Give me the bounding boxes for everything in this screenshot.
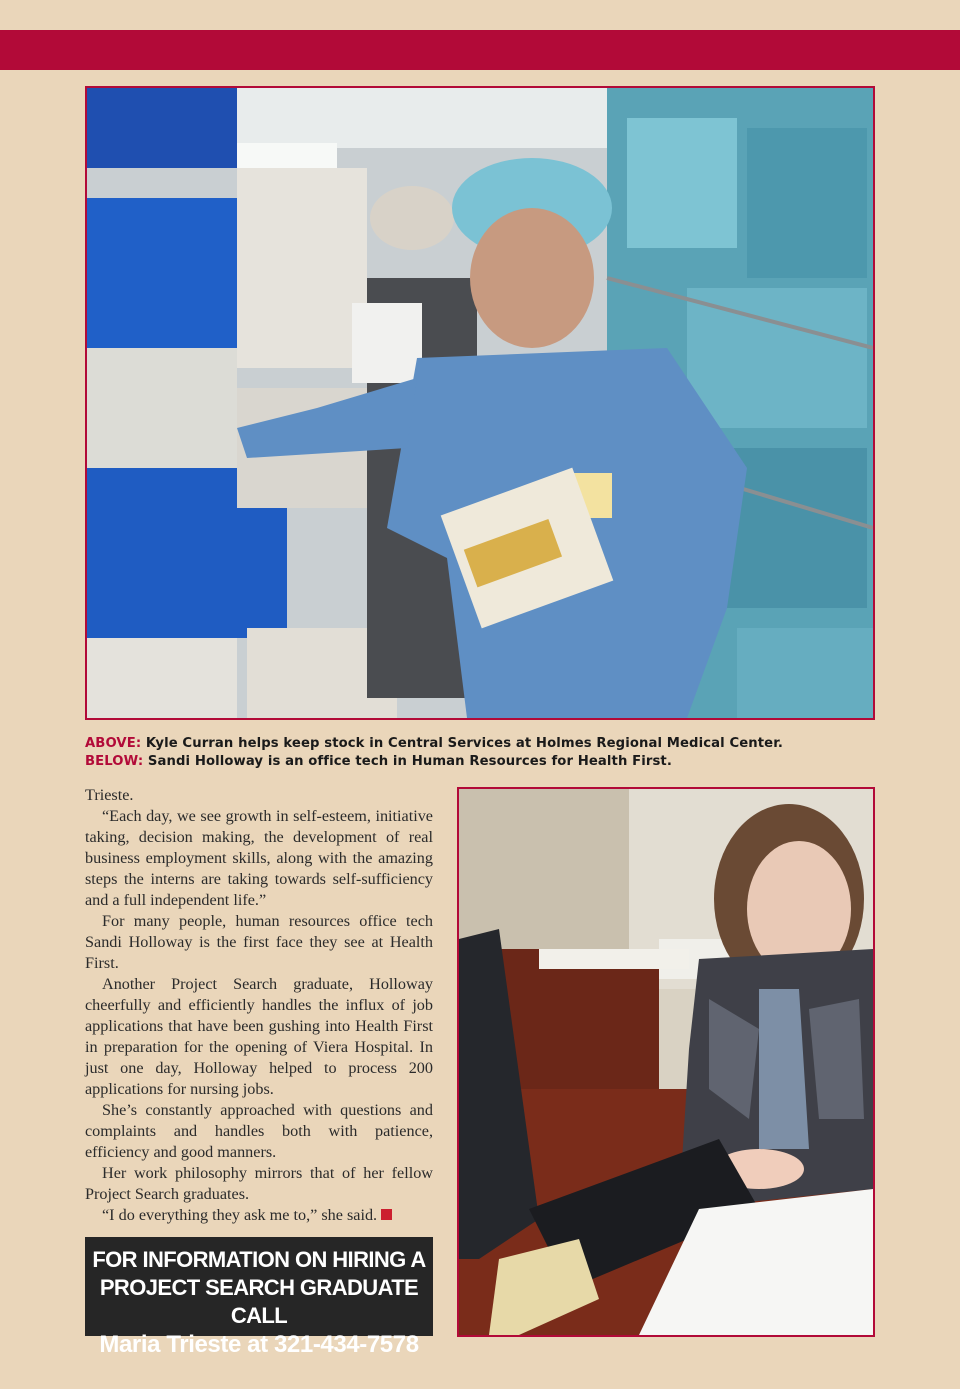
- top-banner-bar: [0, 30, 960, 70]
- info-line-1: FOR INFORMATION ON HIRING A: [92, 1247, 426, 1272]
- article-paragraph: Another Project Search graduate, Holloway cheerfully and efficiently handles the influx of job applications that have been gushing into Health First in preparation for the opening of Viera Hospital. In just one day, Holloway helped to process 200 applications for nursing jobs.: [85, 975, 433, 1098]
- caption-above-label: ABOVE:: [85, 736, 142, 751]
- end-of-article-marker: [381, 1209, 392, 1220]
- info-line-2: PROJECT SEARCH GRADUATE CALL: [99, 1275, 419, 1328]
- article-paragraph: For many people, human resources office tech Sandi Holloway is the first face they see at Health First.: [85, 912, 433, 972]
- caption-below-text: Sandi Holloway is an office tech in Human Resources for Health First.: [147, 754, 672, 769]
- photo-office-tech: [457, 787, 875, 1337]
- caption-below-label: BELOW:: [85, 754, 144, 769]
- photo-central-services: [85, 86, 875, 720]
- article-paragraph: “I do everything they ask me to,” she said.: [102, 1206, 378, 1224]
- article-paragraph: She’s constantly approached with questions and complaints and handles both with patience, efficiency and good manners.: [85, 1101, 433, 1161]
- article-body: [85, 785, 433, 1226]
- article-paragraph: Trieste.: [85, 786, 134, 804]
- hiring-info-box: [85, 1237, 433, 1358]
- photo-caption: [85, 735, 875, 771]
- caption-below: [85, 753, 875, 771]
- article-paragraph: “Each day, we see growth in self-esteem, initiative taking, decision making, the development of real business employment skills, along with the amazing steps the interns are taking towards self-sufficiency and a full independent life.”: [85, 807, 433, 909]
- article-last-paragraph: [85, 1205, 433, 1226]
- caption-above: [85, 735, 875, 753]
- article-paragraph: Her work philosophy mirrors that of her fellow Project Search graduates.: [85, 1164, 433, 1203]
- info-contact-phone: Maria Trieste at 321-434-7578: [99, 1331, 419, 1358]
- caption-above-text: Kyle Curran helps keep stock in Central Services at Holmes Regional Medical Center.: [145, 736, 784, 751]
